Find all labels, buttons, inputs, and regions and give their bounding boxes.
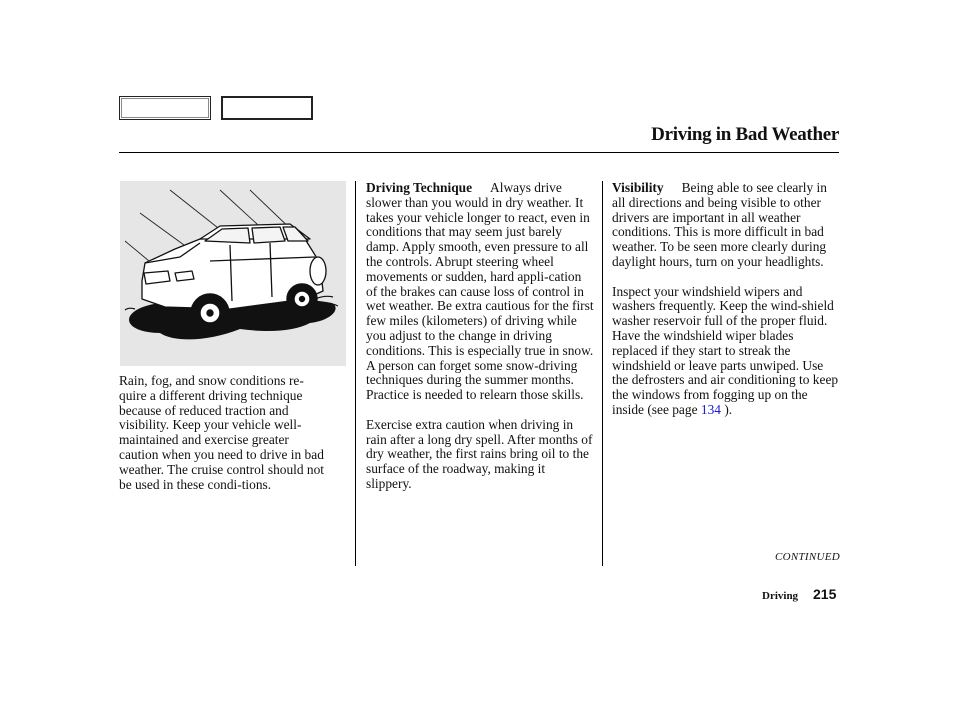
visibility-text: Being able to see clearly in all directions and being visible to other drivers are important in all weather conditions. This is more difficult in bad weather. To be seen more clearly during daylight hours, turn on your headlights.	[612, 180, 827, 269]
next-page-button[interactable]	[221, 96, 313, 120]
driving-technique-heading: Driving Technique	[366, 180, 473, 195]
column-divider	[602, 181, 603, 566]
wipers-text-end: ).	[724, 401, 733, 417]
visibility-heading: Visibility	[612, 180, 664, 195]
continued-label: CONTINUED	[774, 551, 840, 563]
dry-spell-paragraph: Exercise extra caution when driving in rain after a long dry spell. After months of dry weather, the first rains bring oil to the surface of the roadway, making it slippery.	[366, 416, 593, 491]
visibility-column	[612, 181, 840, 433]
intro-paragraph: Rain, fog, and snow conditions re-quire a different driving technique because of reduced traction and visibility. Keep your vehicle well-maintained and exercise greater caution when you need to drive in bad weather. The cruise control should not be used in these condi-tions.	[119, 373, 325, 492]
page-title: Driving in Bad Weather	[651, 124, 839, 145]
driving-technique-text: Always drive slower than you would in dry weather. It takes your vehicle longer to react, even in conditions that may seem just barely damp. Apply smooth, even pressure to all the controls. Abrupt steering wheel movements or sudden, hard appli-cation of the brakes can cause loss of control in wet weather. Be extra cautious for the first few miles (kilometers) of driving while you adjust to the change in driving conditions. This is especially true in snow. A person can forget some snow-driving techniques during the summer months. Practice is needed to relearn those skills.	[366, 180, 594, 403]
page-number: 215	[813, 586, 837, 602]
page-134-link[interactable]: 134	[700, 401, 721, 417]
footer-section-name: Driving	[762, 590, 799, 602]
title-rule	[119, 152, 839, 153]
previous-page-button[interactable]	[119, 96, 211, 120]
wipers-text: Inspect your windshield wipers and washers frequently. Keep the wind-shield washer reservoir full of the proper fluid. Have the windshield wiper blades replaced if they start to streak the windshield or leave parts unwiped. Use the defrosters and air conditioning to keep the windows from fogging up on the inside (see page	[612, 283, 839, 417]
visibility-paragraph	[612, 181, 840, 270]
column-divider	[355, 181, 356, 566]
driving-technique-paragraph	[366, 181, 594, 403]
suv-in-rain-illustration	[120, 181, 346, 366]
intro-column	[119, 374, 331, 507]
driving-technique-column	[366, 181, 594, 507]
wipers-paragraph	[612, 285, 840, 418]
